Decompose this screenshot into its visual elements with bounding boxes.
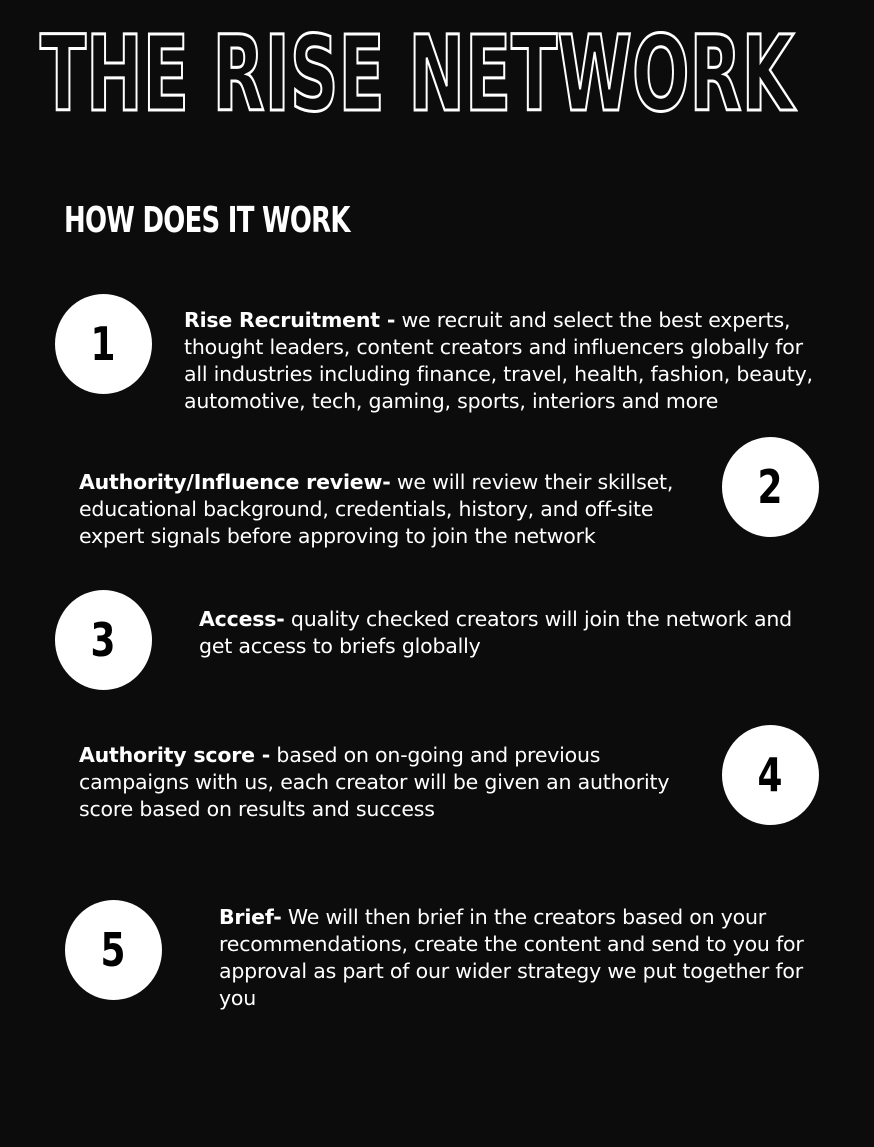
brand-title-svg: [38, 8, 798, 118]
step-2-body: we will review their skillset, educational background, credentials, history, and off-site expert signals before approving to join the network: [79, 470, 674, 548]
step-5-body: We will then brief in the creators based on your recommendations, create the content and send to you for approval as part of our wider strategy we put together for you: [219, 905, 804, 1010]
brand-title: [38, 8, 798, 118]
step-4-badge: [722, 725, 819, 825]
step-2-text: [79, 469, 699, 550]
step-2-badge: [722, 437, 819, 537]
step-4-number: 4: [758, 748, 783, 802]
step-1-body: we recruit and select the best experts, thought leaders, content creators and influencers globally for all industries including finance, travel, health, fashion, beauty, automotive, tech, gaming, sports, interiors and more: [184, 308, 813, 413]
brand-title-text: THE RISE NETWORK: [40, 13, 797, 118]
step-2-number: 2: [758, 460, 783, 514]
step-2-title: Authority/Influence review-: [79, 470, 391, 494]
step-1-title: Rise Recruitment -: [184, 308, 396, 332]
step-4-text: [79, 742, 699, 823]
step-3-badge: [55, 590, 152, 690]
step-1-badge: [55, 294, 152, 394]
step-3-title: Access-: [199, 607, 285, 631]
step-4-body: based on on-going and previous campaigns with us, each creator will be given an authority score based on results and success: [79, 743, 670, 821]
step-3-number: 3: [91, 613, 116, 667]
step-3-body: quality checked creators will join the network and get access to briefs globally: [199, 607, 792, 658]
step-4-title: Authority score -: [79, 743, 271, 767]
step-3-text: [199, 606, 799, 660]
step-5-text: [219, 904, 809, 1012]
section-heading: HOW DOES IT WORK: [64, 200, 350, 241]
step-5-number: 5: [101, 923, 126, 977]
step-5-title: Brief-: [219, 905, 282, 929]
step-1-text: [184, 307, 824, 415]
step-5-badge: [65, 900, 162, 1000]
step-1-number: 1: [91, 317, 116, 371]
